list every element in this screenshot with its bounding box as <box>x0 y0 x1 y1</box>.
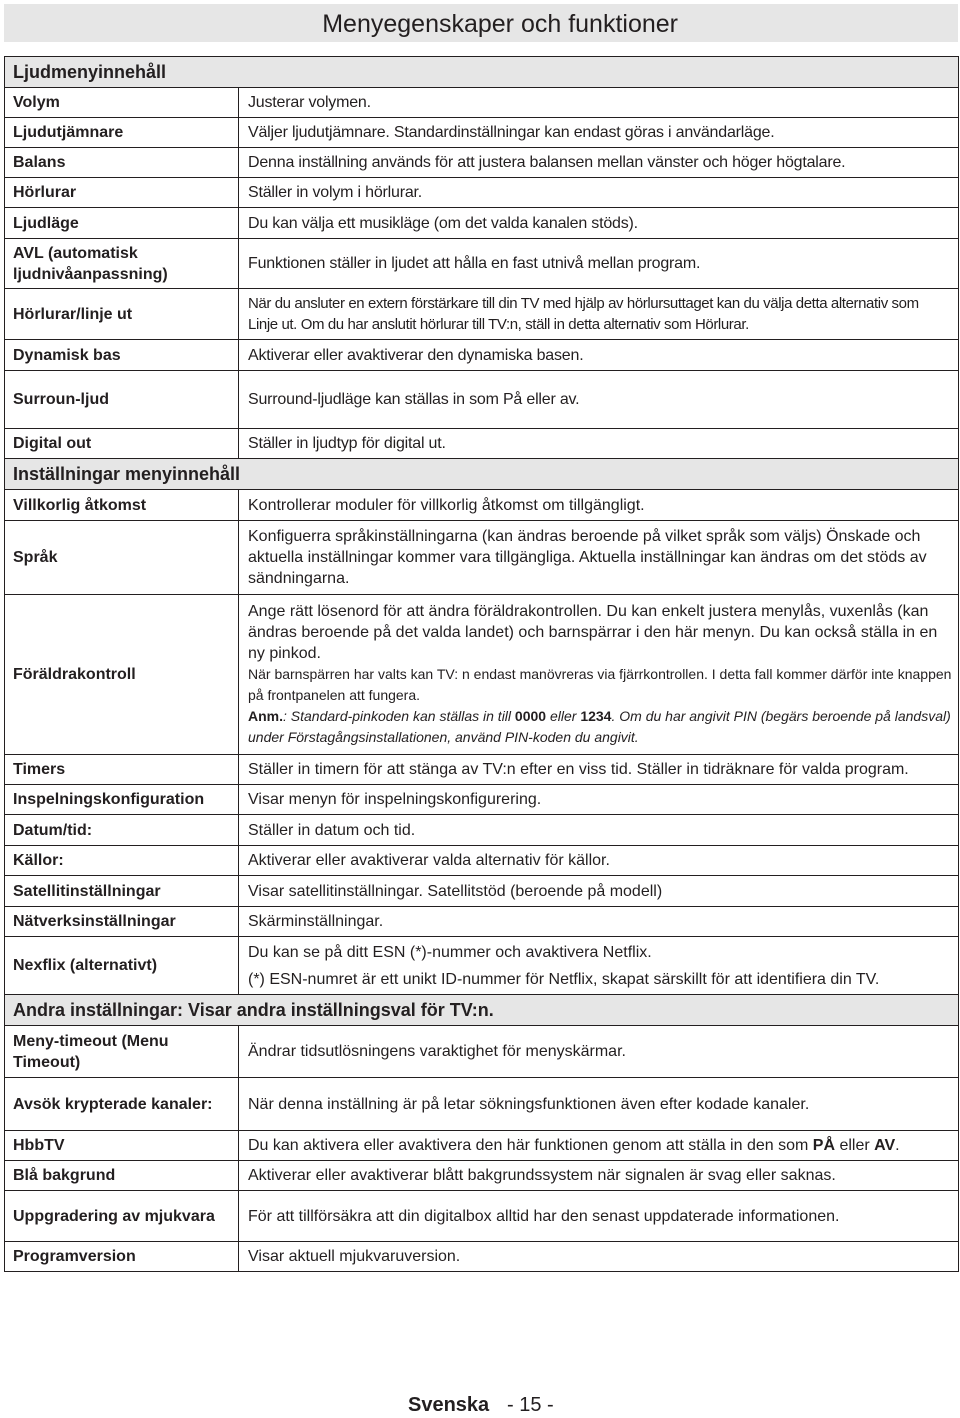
table-row <box>5 521 959 595</box>
netflix-text-1: Du kan se på ditt ESN (*)-nummer och avaktivera Netflix. <box>248 943 652 961</box>
row-description: Aktiverar eller avaktiverar blått bakgrundssystem när signalen är svag eller saknas. <box>239 1161 959 1191</box>
table-row <box>5 595 959 755</box>
row-description: Justerar volymen. <box>239 88 959 118</box>
table-row <box>5 1131 959 1161</box>
row-description: Du kan välja ett musikläge (om det valda kanalen stöds). <box>239 208 959 239</box>
table-row <box>5 178 959 208</box>
row-label: Satellitinställningar <box>5 876 239 907</box>
row-label: Blå bakgrund <box>5 1161 239 1191</box>
hbbtv-text-b: eller <box>835 1137 875 1154</box>
hbbtv-text-c: . <box>895 1137 900 1154</box>
pin-default-1: 0000 <box>514 708 547 724</box>
row-label: Nexflix (alternativt) <box>5 937 239 995</box>
row-label: Hörlurar <box>5 178 239 208</box>
note-text-c: . Om du har angivit PIN (begärs beroende på landsval) under Förstagångsinstallationen, använd PIN-koden du angivit. <box>248 708 951 745</box>
row-description: Surround-ljudläge kan ställas in som På eller av. <box>239 371 959 429</box>
row-description: Aktiverar eller avaktiverar valda alternativ för källor. <box>239 846 959 876</box>
note-label: Anm. <box>248 708 283 724</box>
row-label: Datum/tid: <box>5 815 239 846</box>
note-text-b: eller <box>546 708 581 724</box>
parental-text-1: Ange rätt lösenord för att ändra föräldrakontrollen. Du kan enkelt justera menylås, vuxenlås (kan ändras beroende på det valda landet) och barnspärrar i den här menyn. Du kan också ställa in en ny pinkod. <box>248 603 938 662</box>
table-row <box>5 937 959 995</box>
row-label: Balans <box>5 148 239 178</box>
row-label: HbbTV <box>5 1131 239 1161</box>
row-description <box>239 937 959 995</box>
row-description: Skärminställningar. <box>239 907 959 937</box>
row-label: Digital out <box>5 429 239 459</box>
row-label: Nätverksinställningar <box>5 907 239 937</box>
row-description: När denna inställning är på letar sökningsfunktionen även efter kodade kanaler. <box>239 1078 959 1131</box>
menu-table-container <box>4 56 959 1272</box>
menu-features-table <box>4 56 959 1272</box>
row-label: Hörlurar/linje ut <box>5 289 239 340</box>
table-row <box>5 846 959 876</box>
table-row <box>5 88 959 118</box>
table-row <box>5 289 959 340</box>
netflix-text-2: (*) ESN-numret är ett unikt ID-nummer för Netflix, skapat särskillt för att identifiera din TV. <box>248 970 880 988</box>
hbbtv-on: PÅ <box>812 1137 835 1154</box>
row-description <box>239 595 959 755</box>
row-description: Ändrar tidsutlösningens varaktighet för menyskärmar. <box>239 1026 959 1078</box>
table-row <box>5 1026 959 1078</box>
parental-note <box>248 706 952 748</box>
table-row <box>5 907 959 937</box>
row-description: Ställer in volym i hörlurar. <box>239 178 959 208</box>
row-description: Visar menyn för inspelningskonfigurering. <box>239 785 959 815</box>
section-title: Ljudmenyinnehåll <box>5 57 959 88</box>
table-row <box>5 429 959 459</box>
row-label: Uppgradering av mjukvara <box>5 1191 239 1242</box>
table-row <box>5 118 959 148</box>
section-header-ljud <box>5 57 959 88</box>
row-description: Visar aktuell mjukvaruversion. <box>239 1242 959 1272</box>
row-description: För att tillförsäkra att din digitalbox alltid har den senast uppdaterade informationen. <box>239 1191 959 1242</box>
table-row <box>5 1191 959 1242</box>
table-row <box>5 1078 959 1131</box>
pin-default-2: 1234 <box>580 708 612 724</box>
section-title: Andra inställningar: Visar andra inställningsval för TV:n. <box>5 995 959 1026</box>
row-description: Ställer in ljudtyp för digital ut. <box>239 429 959 459</box>
row-label: Språk <box>5 521 239 595</box>
row-description: Konfiguerra språkinställningarna (kan ändras beroende på vilket språk som väljs) Önskade och aktuella inställningar kommer vara tillgängliga. Aktuella inställningar kan ändras om det stöds av sändningarna. <box>239 521 959 595</box>
row-label: Villkorlig åtkomst <box>5 490 239 521</box>
row-label: Surroun-ljud <box>5 371 239 429</box>
footer-language: Svenska <box>408 1394 490 1416</box>
table-row <box>5 876 959 907</box>
row-label: Inspelningskonfiguration <box>5 785 239 815</box>
row-description <box>239 1131 959 1161</box>
parental-text-2: När barnspärren har valts kan TV: n endast manövreras via fjärrkontrollen. I detta fall kommer därför inte knappen på frontpanelen att fungera. <box>248 666 952 703</box>
hbbtv-text-a: Du kan aktivera eller avaktivera den här funktionen genom att ställa in den som <box>248 1137 813 1154</box>
table-row <box>5 490 959 521</box>
row-label: Volym <box>5 88 239 118</box>
row-label: Ljudläge <box>5 208 239 239</box>
row-label: Dynamisk bas <box>5 340 239 371</box>
table-row <box>5 208 959 239</box>
table-row <box>5 1161 959 1191</box>
table-row <box>5 785 959 815</box>
row-label: Källor: <box>5 846 239 876</box>
row-label: AVL (automatisk ljudnivåanpassning) <box>5 239 239 289</box>
table-row <box>5 340 959 371</box>
section-header-installningar <box>5 459 959 490</box>
section-title: Inställningar menyinnehåll <box>5 459 959 490</box>
row-description: Kontrollerar moduler för villkorlig åtkomst om tillgängligt. <box>239 490 959 521</box>
row-label: Avsök krypterade kanaler: <box>5 1078 239 1131</box>
row-description: Denna inställning används för att justera balansen mellan vänster och höger högtalare. <box>239 148 959 178</box>
page-title: Menyegenskaper och funktioner <box>322 10 678 38</box>
row-description: Visar satellitinställningar. Satellitstöd (beroende på modell) <box>239 876 959 907</box>
row-description: Aktiverar eller avaktiverar den dynamiska basen. <box>239 340 959 371</box>
page-header <box>4 4 958 42</box>
row-label: Föräldrakontroll <box>5 595 239 755</box>
table-row <box>5 371 959 429</box>
page-number: - 15 - <box>507 1394 554 1416</box>
row-label: Meny-timeout (Menu Timeout) <box>5 1026 239 1078</box>
row-description: Ställer in timern för att stänga av TV:n efter en viss tid. Ställer in tidräknare för valda program. <box>239 755 959 785</box>
table-row <box>5 239 959 289</box>
table-row <box>5 1242 959 1272</box>
row-label: Ljudutjämnare <box>5 118 239 148</box>
table-row <box>5 755 959 785</box>
row-description: Väljer ljudutjämnare. Standardinställningar kan endast göras i användarläge. <box>239 118 959 148</box>
row-description: Ställer in datum och tid. <box>239 815 959 846</box>
note-text-a: : Standard-pinkoden kan ställas in till <box>283 708 515 724</box>
row-label: Timers <box>5 755 239 785</box>
table-row <box>5 148 959 178</box>
row-description: När du ansluter en extern förstärkare till din TV med hjälp av hörlursuttaget kan du välja detta alternativ som Linje ut. Om du har anslutit hörlurar till TV:n, ställ in detta alternativ som Hörlurar. <box>239 289 959 340</box>
row-description: Funktionen ställer in ljudet att hålla en fast utnivå mellan program. <box>239 239 959 289</box>
hbbtv-off: AV <box>874 1137 896 1154</box>
table-row <box>5 815 959 846</box>
row-label: Programversion <box>5 1242 239 1272</box>
section-header-andra <box>5 995 959 1026</box>
